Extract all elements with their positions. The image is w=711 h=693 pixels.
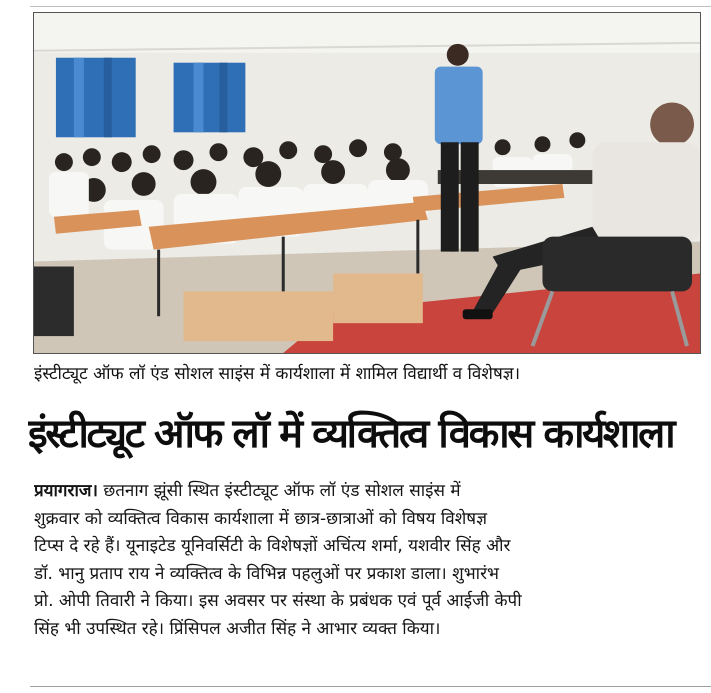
bottom-divider [30, 686, 711, 687]
body-line-4: डॉ. भानु प्रताप राय ने व्यक्तित्व के विभिन्न पहलुओं पर प्रकाश डाला। शुभारंभ [34, 563, 499, 584]
article-headline: इंस्टीट्यूट ऑफ लॉ में व्यक्तित्व विकास कार्यशाला [28, 411, 674, 457]
body-line-1-text: छतनाग झूंसी स्थित इंस्टीट्यूट ऑफ लॉ एंड सोशल साइंस में [97, 481, 461, 501]
body-line-2: शुक्रवार को व्यक्तित्व विकास कार्यशाला में छात्र-छात्राओं को विषय विशेषज्ञ [34, 508, 487, 529]
classroom-illustration [34, 13, 700, 353]
body-line-1 [34, 478, 706, 506]
photo-caption: इंस्टीट्यूट ऑफ लॉ एंड सोशल साइंस में कार्यशाला में शामिल विद्यार्थी व विशेषज्ञ। [34, 364, 521, 384]
dateline: प्रयागराज। [34, 481, 98, 501]
article-body [34, 478, 706, 643]
top-divider [30, 6, 711, 7]
article-photo [33, 12, 701, 354]
body-line-6: सिंह भी उपस्थित रहे। प्रिंसिपल अजीत सिंह ने आभार व्यक्त किया। [34, 618, 441, 639]
body-line-3: टिप्स दे रहे हैं। यूनाइटेड यूनिवर्सिटी के विशेषज्ञों अचिंत्य शर्मा, यशवीर सिंह और [34, 536, 511, 556]
body-line-5: प्रो. ओपी तिवारी ने किया। इस अवसर पर संस्था के प्रबंधक एवं पूर्व आईजी केपी [34, 591, 522, 611]
